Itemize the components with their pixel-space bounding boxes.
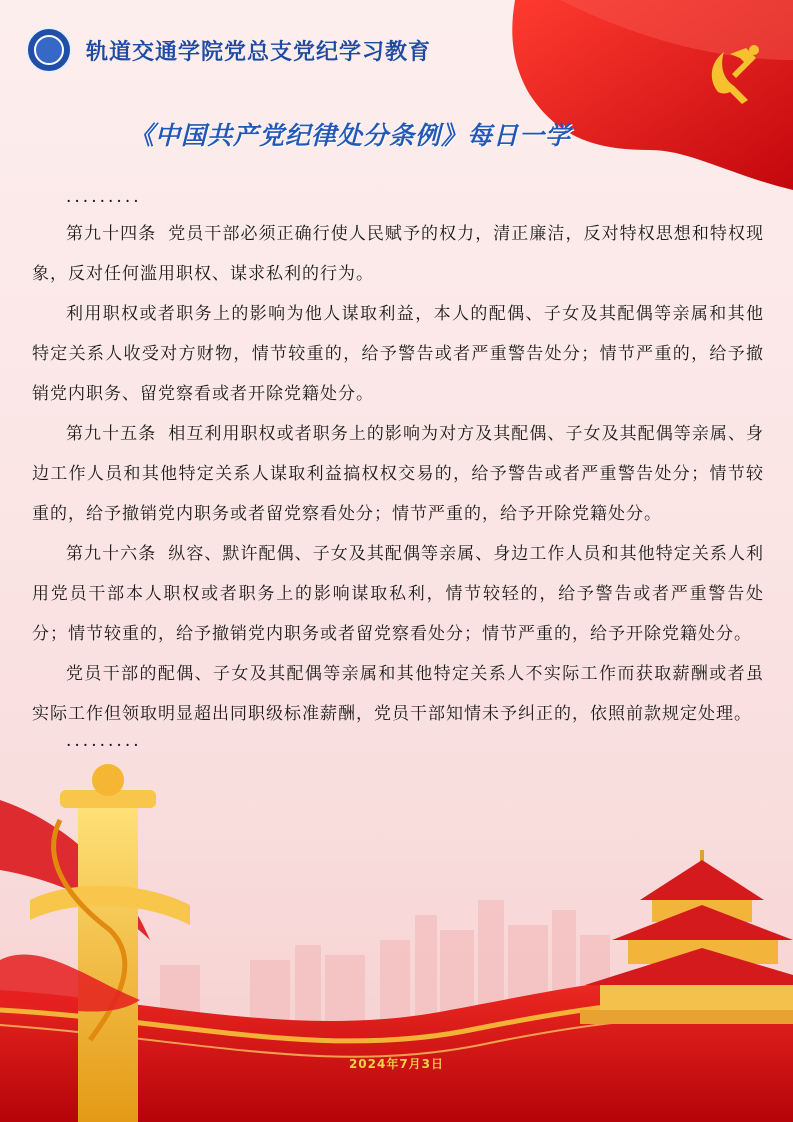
article-number: 第九十五条 xyxy=(66,424,157,444)
paragraph-text: 党员干部必须正确行使人民赋予的权力，清正廉洁，反对特权思想和特权现象，反对任何滥用职权、谋求私利的行为。 xyxy=(32,224,765,284)
header xyxy=(26,28,431,72)
ellipsis-bottom: ········· xyxy=(66,736,142,756)
paragraph xyxy=(32,294,764,414)
ellipsis-top: ········· xyxy=(66,192,142,212)
paragraph-text: 利用职权或者职务上的影响为他人谋取利益，本人的配偶、子女及其配偶等亲属和其他特定关系人收受对方财物，情节较重的，给予警告或者严重警告处分；情节严重的，给予撤销党内职务、留党察看或者开除党籍处分。 xyxy=(32,304,764,404)
paragraph xyxy=(32,534,764,654)
party-emblem-icon xyxy=(700,40,770,110)
paragraph xyxy=(32,654,764,734)
paragraph xyxy=(32,214,764,294)
article-body xyxy=(32,190,764,758)
temple-illustration xyxy=(580,850,793,1024)
paragraph xyxy=(32,414,764,534)
article-number: 第九十六条 xyxy=(66,544,157,564)
org-title: 轨道交通学院党总支党纪学习教育 xyxy=(86,39,432,65)
page-subtitle: 《中国共产党纪律处分条例》每日一学 xyxy=(128,121,571,150)
university-logo-icon xyxy=(26,27,72,73)
paragraph-text: 党员干部的配偶、子女及其配偶等亲属和其他特定关系人不实际工作而获取薪酬或者虽实际工作但领取明显超出同职级标准薪酬，党员干部知情未予纠正的，依照前款规定处理。 xyxy=(32,664,764,724)
article-number: 第九十四条 xyxy=(66,224,157,244)
paragraph-text: 纵容、默许配偶、子女及其配偶等亲属、身边工作人员和其他特定关系人利用党员干部本人职权或者职务上的影响谋取私利，情节较轻的，给予警告或者严重警告处分；情节较重的，给予撤销党内职务或者留党察看处分；情节严重的，给予开除党籍处分。 xyxy=(32,544,765,644)
paragraph-text: 相互利用职权或者职务上的影响为对方及其配偶、子女及其配偶等亲属、身边工作人员和其他特定关系人谋取利益搞权权交易的，给予警告或者严重警告处分；情节较重的，给予撤销党内职务或者留党察看处分；情节严重的，给予开除党籍处分。 xyxy=(32,424,765,524)
footer-date: 2024年7月3日 xyxy=(348,1057,445,1071)
